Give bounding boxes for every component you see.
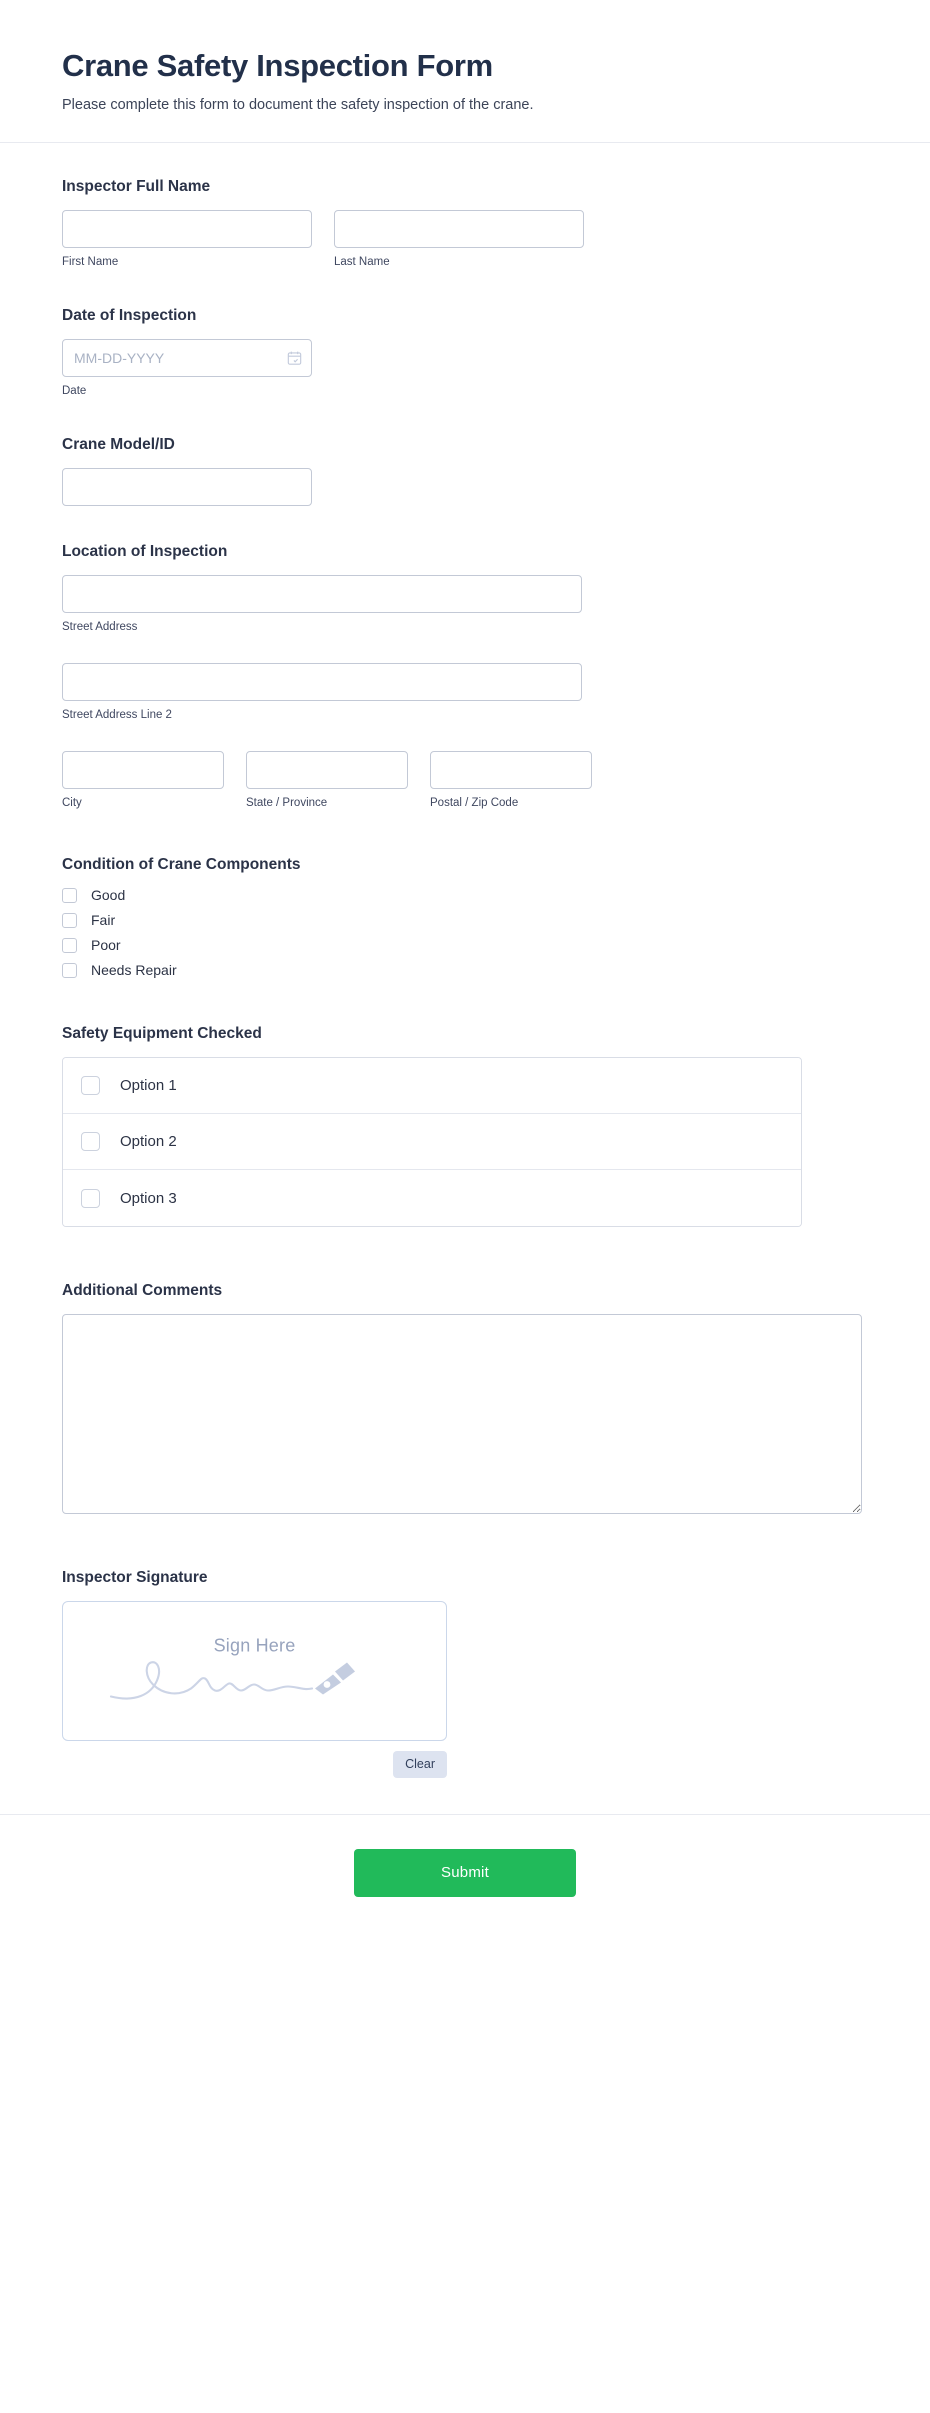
safety-equipment-option-list [62,1057,802,1227]
pen-nib-icon [315,1663,355,1695]
field-additional-comments [62,1281,868,1514]
first-name-input[interactable] [62,210,312,248]
checkbox-label: Good [91,887,126,904]
checkbox-label: Needs Repair [91,962,177,979]
postal-group [430,751,592,811]
field-label: Date of Inspection [62,306,197,324]
sign-here-label: Sign Here [213,1635,296,1656]
form-header [0,0,930,142]
field-inspector-signature [62,1568,868,1777]
option-label: Option 2 [120,1133,177,1151]
option-label: Option 1 [120,1077,177,1095]
date-input[interactable] [62,339,312,377]
crane-model-input[interactable] [62,468,312,506]
city-state-postal-row [62,751,868,811]
additional-comments-textarea[interactable] [62,1314,862,1514]
last-name-group [334,210,584,270]
option-row[interactable] [63,1114,801,1170]
checkbox-icon[interactable] [81,1076,100,1095]
field-inspector-full-name [62,177,868,270]
checkbox-icon[interactable] [81,1189,100,1208]
submit-button[interactable]: Submit [354,1849,576,1897]
field-label: Crane Model/ID [62,435,175,453]
date-sublabel: Date [62,384,87,397]
field-label: Inspector Signature [62,1569,208,1587]
state-sublabel: State / Province [246,796,328,809]
checkbox-icon[interactable] [81,1132,100,1151]
signature-actions [62,1751,447,1777]
condition-checkbox-group [62,888,868,978]
field-label: Inspector Full Name [62,177,211,195]
checkbox-label: Fair [91,912,116,929]
option-label: Option 3 [120,1189,177,1207]
state-group [246,751,408,811]
street-address-2-input[interactable] [62,663,582,701]
state-input[interactable] [246,751,408,789]
option-row[interactable] [63,1170,801,1226]
option-row[interactable] [63,1058,801,1114]
field-label: Safety Equipment Checked [62,1024,262,1042]
field-crane-model-id [62,435,868,506]
checkbox-icon[interactable] [62,938,77,953]
postal-code-input[interactable] [430,751,592,789]
field-date-of-inspection [62,306,868,399]
page-subtitle: Please complete this form to document the safety inspection of the crane. [62,96,534,113]
field-safety-equipment-checked [62,1024,868,1227]
checkbox-icon[interactable] [62,913,77,928]
field-label: Location of Inspection [62,542,228,560]
checkbox-icon[interactable] [62,888,77,903]
name-row [62,210,868,270]
page-title: Crane Safety Inspection Form [62,48,493,83]
checkbox-row[interactable] [62,888,868,903]
last-name-sublabel: Last Name [334,255,390,268]
checkbox-label: Poor [91,937,121,954]
checkbox-row[interactable] [62,963,868,978]
field-condition-of-crane-components [62,855,868,978]
field-location-of-inspection [62,542,868,811]
last-name-input[interactable] [334,210,584,248]
street-address-input[interactable] [62,575,582,613]
checkbox-row[interactable] [62,938,868,953]
first-name-group [62,210,312,270]
signature-placeholder [63,1636,446,1707]
checkbox-row[interactable] [62,913,868,928]
signature-pad[interactable] [62,1601,447,1741]
field-label: Condition of Crane Components [62,855,301,873]
street-address-sublabel: Street Address [62,621,138,634]
city-input[interactable] [62,751,224,789]
city-sublabel: City [62,796,82,809]
signature-squiggle-icon [105,1651,405,1707]
first-name-sublabel: First Name [62,255,119,268]
street-address-2-sublabel: Street Address Line 2 [62,708,172,721]
form-body [0,143,930,1815]
checkbox-icon[interactable] [62,963,77,978]
street-address-2-group [62,663,582,723]
form-footer [0,1815,930,1949]
city-group [62,751,224,811]
field-label: Additional Comments [62,1282,223,1300]
date-input-wrapper [62,339,312,377]
street-address-group [62,575,582,635]
clear-signature-button[interactable]: Clear [393,1751,447,1777]
postal-code-sublabel: Postal / Zip Code [430,796,519,809]
